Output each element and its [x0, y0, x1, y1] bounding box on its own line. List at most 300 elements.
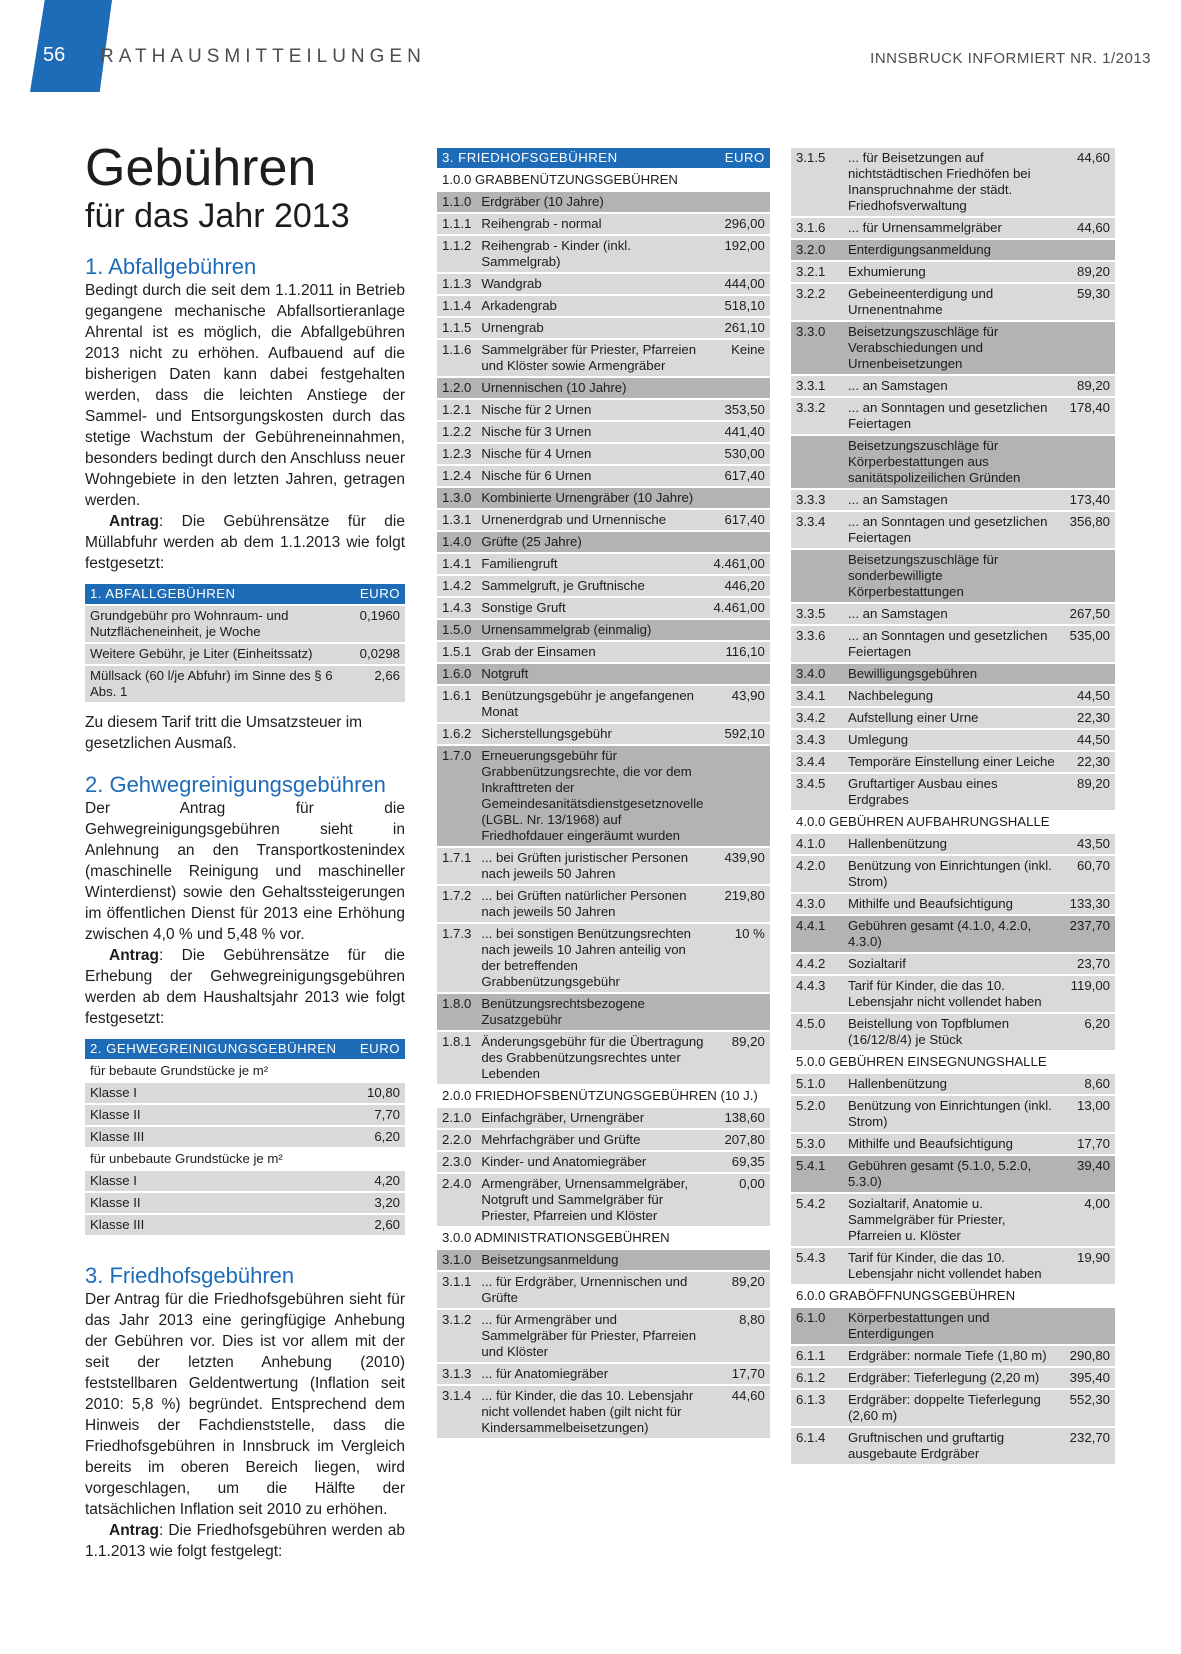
row-code: 3.3.2 — [791, 398, 843, 434]
row-code: 4.1.0 — [791, 834, 843, 854]
antrag-abfall: Antrag: Die Gebührensätze für die Müllabfuhr werden ab dem 1.1.2013 wie folgt festgesetzt: — [85, 513, 405, 572]
row-code: 1.8.0 — [437, 994, 476, 1030]
row-code: 6.1.1 — [791, 1346, 843, 1366]
table-row — [437, 724, 770, 744]
row-code: 5.4.3 — [791, 1248, 843, 1284]
row-code: 4.4.2 — [791, 954, 843, 974]
row-label: Klasse II — [85, 1105, 353, 1125]
table-row — [437, 642, 770, 662]
row-code: 3.1.4 — [437, 1386, 476, 1438]
table-row — [791, 322, 1115, 374]
table-row — [437, 510, 770, 530]
table-row — [791, 1156, 1115, 1192]
table-row — [791, 686, 1115, 706]
row-label: ... an Sonntagen und gesetzlichen Feiertagen — [843, 398, 1065, 434]
row-label: Sozialtarif, Anatomie u. Sammelgräber für Priester, Pfarreien u. Klöster — [843, 1194, 1065, 1246]
row-amount: 356,80 — [1065, 512, 1115, 548]
row-label: Gruftartiger Ausbau eines Erdgrabes — [843, 774, 1065, 810]
table-row — [791, 664, 1115, 684]
row-code: 1.2.1 — [437, 400, 476, 420]
table-row — [437, 444, 770, 464]
table-row — [437, 664, 770, 684]
table-header-row — [85, 584, 405, 604]
text-friedhof: Der Antrag für die Friedhofsgebühren sieht für das Jahr 2013 eine geringfügige Anhebung der Gebühren vor. Dies ist vor allem mit der seit der letzten Anhebung (2010) feststellbaren Geldentwertung (Inflation seit 2010: 5,8 %) begründet. Entsprechend dem Hinweis der Fachdienststelle, dass die Friedhofsgebühren in Innsbruck im Vergleich bereits im oberen Bereich liegen, wird vorgeschlagen, um die Hälfte der tatsächlichen Inflation seit 2010 zu erhöhen. — [85, 1291, 405, 1518]
row-amount: 261,10 — [708, 318, 769, 338]
row-code: 6.1.0 — [791, 1308, 843, 1344]
table-row — [437, 170, 770, 190]
text-gehweg: Der Antrag für die Gehwegreinigungsgebühren sieht in Anlehnung an den Transportkostenindex (maschinelle Reinigung und maschineller Winterdienst) sowie den Gehaltssteigerungen im öffentlichen Dienst für 2013 eine Erhöhung zwischen 4,0 % und 5,48 % vor. — [85, 800, 405, 943]
table-row — [437, 1032, 770, 1084]
row-amount: 19,90 — [1065, 1248, 1115, 1284]
row-code: 1.1.1 — [437, 214, 476, 234]
text-abfall: Bedingt durch die seit dem 1.1.2011 in Betrieb gegangene mechanische Abfallsortieranlage Ahrental ist es möglich, die Abfallgebühren 2013 nicht zu erhöhen. Aufbauend auf die bisherigen Daten kann dabei festgehalten werden, dass die leichten Anstiege der Sammel- und Entsorgungskosten durch das stetige Wachstum der Gebühreneinnahmen, besonders bedingt durch den Anschluss neuer Wohngebiete in den letzten Jahren, getragen werden. — [85, 282, 405, 509]
row-label: Beisetzungszuschläge für Verabschiedungen und Urnenbeisetzungen — [843, 322, 1065, 374]
row-code: 5.4.2 — [791, 1194, 843, 1246]
table-row — [791, 262, 1115, 282]
row-amount: 43,90 — [708, 686, 769, 722]
table-row — [437, 848, 770, 884]
table-row — [437, 1272, 770, 1308]
text-abfall-after: Zu diesem Tarif tritt die Umsatzsteuer im gesetzlichen Ausmaß. — [85, 714, 363, 752]
row-code: 1.7.2 — [437, 886, 476, 922]
table-row — [437, 1310, 770, 1362]
row-label: Nische für 6 Urnen — [476, 466, 708, 486]
table-row — [791, 1096, 1115, 1132]
row-code: 1.1.4 — [437, 296, 476, 316]
row-code: 3.1.2 — [437, 1310, 476, 1362]
table-row — [791, 1346, 1115, 1366]
row-amount: 7,70 — [353, 1105, 405, 1125]
row-amount: 395,40 — [1065, 1368, 1115, 1388]
row-amount: 237,70 — [1065, 916, 1115, 952]
row-amount: 6,20 — [1065, 1014, 1115, 1050]
row-label: Müllsack (60 l/je Abfuhr) im Sinne des § 6 Abs. 1 — [85, 666, 355, 702]
table-row — [85, 1105, 405, 1125]
row-label: ... für Beisetzungen auf nichtstädtischen Friedhöfen bei Inanspruchnahme der städt. Friedhofsverwaltung — [843, 148, 1065, 216]
row-code: 3.3.0 — [791, 322, 843, 374]
row-code: 4.4.3 — [791, 976, 843, 1012]
row-label: ... bei Grüften natürlicher Personen nach jeweils 50 Jahren — [476, 886, 708, 922]
row-code: 1.3.0 — [437, 488, 476, 508]
row-label: Grüfte (25 Jahre) — [476, 532, 708, 552]
table-header-currency: EURO — [353, 1039, 405, 1059]
row-label: ... für Erdgräber, Urnennischen und Grüfte — [476, 1272, 708, 1308]
row-amount: 219,80 — [708, 886, 769, 922]
table-row — [85, 1061, 405, 1081]
table-friedhof-1 — [437, 146, 770, 1440]
row-code: 6.1.4 — [791, 1428, 843, 1464]
row-label: Mithilfe und Beaufsichtigung — [843, 1134, 1065, 1154]
row-code: 1.4.3 — [437, 598, 476, 618]
table-row — [437, 576, 770, 596]
row-amount: 444,00 — [708, 274, 769, 294]
table-row — [791, 1134, 1115, 1154]
row-label: Sicherstellungsgebühr — [476, 724, 708, 744]
row-code: 1.6.1 — [437, 686, 476, 722]
page-number: 56 — [43, 44, 66, 66]
row-label: Nische für 3 Urnen — [476, 422, 708, 442]
table-row — [437, 422, 770, 442]
row-code: 3.1.5 — [791, 148, 843, 216]
table-row — [791, 240, 1115, 260]
row-code: 1.7.0 — [437, 746, 476, 846]
row-code: 1.8.1 — [437, 1032, 476, 1084]
table-row — [791, 834, 1115, 854]
row-amount: 44,50 — [1065, 686, 1115, 706]
table-row — [791, 626, 1115, 662]
row-code: 3.4.2 — [791, 708, 843, 728]
table-row — [437, 994, 770, 1030]
row-amount: 617,40 — [708, 466, 769, 486]
row-label: Beisetzungszuschläge für sonderbewilligte Körperbestattungen — [843, 550, 1065, 602]
row-label: für bebaute Grundstücke je m² — [85, 1061, 353, 1081]
row-code: 1.2.4 — [437, 466, 476, 486]
table-row — [791, 894, 1115, 914]
row-amount: 353,50 — [708, 400, 769, 420]
row-code: 3.1.3 — [437, 1364, 476, 1384]
row-amount: 10 % — [708, 924, 769, 992]
row-amount: 60,70 — [1065, 856, 1115, 892]
row-label: Beisetzungsanmeldung — [476, 1250, 708, 1270]
row-code: 5.1.0 — [791, 1074, 843, 1094]
row-amount: 44,60 — [708, 1386, 769, 1438]
row-label: Klasse I — [85, 1083, 353, 1103]
row-amount: 17,70 — [1065, 1134, 1115, 1154]
table-row — [791, 856, 1115, 892]
table-row — [791, 774, 1115, 810]
row-amount: 530,00 — [708, 444, 769, 464]
row-label: Erdgräber (10 Jahre) — [476, 192, 708, 212]
row-code: 3.2.2 — [791, 284, 843, 320]
row-code: 1.4.1 — [437, 554, 476, 574]
table-row — [437, 620, 770, 640]
row-code: 3.4.5 — [791, 774, 843, 810]
row-amount — [708, 994, 769, 1030]
table-row — [791, 218, 1115, 238]
row-amount: 138,60 — [708, 1108, 769, 1128]
row-label: Änderungsgebühr für die Übertragung des Grabbenützungsrechtes unter Lebenden — [476, 1032, 708, 1084]
row-amount: 17,70 — [708, 1364, 769, 1384]
row-amount: 13,00 — [1065, 1096, 1115, 1132]
row-code: 3.3.6 — [791, 626, 843, 662]
article-column — [85, 140, 405, 1562]
row-amount — [708, 1250, 769, 1270]
row-amount — [1065, 322, 1115, 374]
friedhof-table-column-1 — [437, 146, 765, 1440]
table-row — [437, 1130, 770, 1150]
row-label: Hallenbenützung — [843, 1074, 1065, 1094]
row-code: 1.1.0 — [437, 192, 476, 212]
row-label: Wandgrab — [476, 274, 708, 294]
row-label: Grundgebühr pro Wohnraum- und Nutzflächeneinheit, je Woche — [85, 606, 355, 642]
table-abfall — [85, 582, 405, 704]
row-label: Tarif für Kinder, die das 10. Lebensjahr nicht vollendet haben — [843, 976, 1065, 1012]
table-row — [791, 604, 1115, 624]
row-code — [791, 550, 843, 602]
table-row — [437, 296, 770, 316]
row-label: Notgruft — [476, 664, 708, 684]
row-label: ... an Sonntagen und gesetzlichen Feiertagen — [843, 512, 1065, 548]
row-label: ... für Armengräber und Sammelgräber für Priester, Pfarreien und Klöster — [476, 1310, 708, 1362]
issue-label: INNSBRUCK INFORMIERT NR. 1/2013 — [870, 50, 1151, 67]
row-amount: 2,60 — [353, 1215, 405, 1235]
row-label: Hallenbenützung — [843, 834, 1065, 854]
row-label: Urnensammelgrab (einmalig) — [476, 620, 708, 640]
table-row — [791, 1074, 1115, 1094]
table-row — [791, 954, 1115, 974]
row-amount: 39,40 — [1065, 1156, 1115, 1192]
row-amount — [708, 664, 769, 684]
row-amount: 592,10 — [708, 724, 769, 744]
row-label: ... für Anatomiegräber — [476, 1364, 708, 1384]
table-row — [791, 1368, 1115, 1388]
row-label: Sonstige Gruft — [476, 598, 708, 618]
table-row — [791, 1052, 1115, 1072]
row-group-heading: 1.0.0 GRABBENÜTZUNGSGEBÜHREN — [437, 170, 770, 190]
table-row — [437, 318, 770, 338]
table-row — [437, 466, 770, 486]
row-label: Exhumierung — [843, 262, 1065, 282]
table-row — [437, 488, 770, 508]
table-row — [437, 1228, 770, 1248]
row-amount: 44,60 — [1065, 148, 1115, 216]
table-row — [437, 340, 770, 376]
table-row — [437, 274, 770, 294]
row-amount: 207,80 — [708, 1130, 769, 1150]
row-label: ... an Sonntagen und gesetzlichen Feiertagen — [843, 626, 1065, 662]
table-row — [791, 1194, 1115, 1246]
row-code: 3.3.3 — [791, 490, 843, 510]
row-amount: 22,30 — [1065, 752, 1115, 772]
table-row — [437, 924, 770, 992]
row-amount: 4.461,00 — [708, 598, 769, 618]
row-amount: 8,60 — [1065, 1074, 1115, 1094]
row-amount: 23,70 — [1065, 954, 1115, 974]
table-row — [437, 192, 770, 212]
row-amount: 441,40 — [708, 422, 769, 442]
row-label: Mehrfachgräber und Grüfte — [476, 1130, 708, 1150]
row-amount: 439,90 — [708, 848, 769, 884]
row-code: 5.3.0 — [791, 1134, 843, 1154]
row-code: 4.5.0 — [791, 1014, 843, 1050]
table-row — [791, 1014, 1115, 1050]
row-amount: 69,35 — [708, 1152, 769, 1172]
row-amount: Keine — [708, 340, 769, 376]
table-header-currency: EURO — [355, 584, 405, 604]
row-label: Benützungsgebühr je angefangenen Monat — [476, 686, 708, 722]
table-row — [791, 916, 1115, 952]
row-code: 6.1.3 — [791, 1390, 843, 1426]
table-row — [85, 1215, 405, 1235]
row-amount: 119,00 — [1065, 976, 1115, 1012]
row-code: 1.2.0 — [437, 378, 476, 398]
row-code: 1.3.1 — [437, 510, 476, 530]
row-label: Erdgräber: Tieferlegung (2,20 m) — [843, 1368, 1065, 1388]
table-row — [791, 550, 1115, 602]
row-code: 1.5.1 — [437, 642, 476, 662]
row-label: Beistellung von Topfblumen (16/12/8/4) je Stück — [843, 1014, 1065, 1050]
table-friedhof-2 — [791, 146, 1115, 1466]
row-code: 3.4.1 — [791, 686, 843, 706]
row-label: Erdgräber: normale Tiefe (1,80 m) — [843, 1346, 1065, 1366]
row-amount: 6,20 — [353, 1127, 405, 1147]
row-amount: 518,10 — [708, 296, 769, 316]
table-row — [85, 644, 405, 664]
table-gehweg — [85, 1037, 405, 1237]
page-title: Gebühren — [85, 139, 317, 197]
row-label: ... an Samstagen — [843, 376, 1065, 396]
row-amount: 8,80 — [708, 1310, 769, 1362]
row-label: ... bei sonstigen Benützungsrechten nach jeweils 10 Jahren anteilig von der betreffenden Grabbenützungsgebühr — [476, 924, 708, 992]
row-label: Erneuerungsgebühr für Grabbenützungsrechte, die vor dem Inkrafttreten der Gemeindesanitätsdienstgesetznovelle (LGBL. Nr. 13/1968) auf Friedhofdauer eingeräumt wurden — [476, 746, 708, 846]
table-row — [437, 400, 770, 420]
antrag-gehweg: Antrag: Die Gebührensätze für die Erhebung der Gehwegreinigungsgebühren werden ab dem Haushaltsjahr 2013 wie folgt festgesetzt: — [85, 947, 405, 1027]
table-row — [437, 598, 770, 618]
table-row — [437, 554, 770, 574]
row-label: Mithilfe und Beaufsichtigung — [843, 894, 1065, 914]
row-amount — [1065, 550, 1115, 602]
row-label: Bewilligungsgebühren — [843, 664, 1065, 684]
table-row — [791, 812, 1115, 832]
row-label: Weitere Gebühr, je Liter (Einheitssatz) — [85, 644, 355, 664]
table-row — [791, 148, 1115, 216]
row-amount — [708, 192, 769, 212]
table-row — [437, 1250, 770, 1270]
table-row — [437, 214, 770, 234]
row-code: 3.3.5 — [791, 604, 843, 624]
row-code: 2.2.0 — [437, 1130, 476, 1150]
row-label: Sammelgruft, je Gruftnische — [476, 576, 708, 596]
row-code: 2.4.0 — [437, 1174, 476, 1226]
table-row — [791, 1428, 1115, 1464]
table-row — [791, 1390, 1115, 1426]
row-group-heading: 4.0.0 GEBÜHREN AUFBAHRUNGSHALLE — [791, 812, 1115, 832]
row-label: Urnennischen (10 Jahre) — [476, 378, 708, 398]
row-amount — [353, 1149, 405, 1169]
row-label: Nachbelegung — [843, 686, 1065, 706]
row-amount: 3,20 — [353, 1193, 405, 1213]
table-row — [437, 1364, 770, 1384]
row-amount: 89,20 — [1065, 262, 1115, 282]
row-code: 4.3.0 — [791, 894, 843, 914]
row-amount: 44,50 — [1065, 730, 1115, 750]
table-row — [85, 1083, 405, 1103]
row-code — [791, 436, 843, 488]
row-amount — [708, 488, 769, 508]
row-label: ... an Samstagen — [843, 490, 1065, 510]
row-code: 1.4.2 — [437, 576, 476, 596]
table-row — [437, 686, 770, 722]
row-code: 4.2.0 — [791, 856, 843, 892]
table-row — [791, 490, 1115, 510]
row-label: Reihengrab - normal — [476, 214, 708, 234]
row-code: 2.1.0 — [437, 1108, 476, 1128]
row-amount: 22,30 — [1065, 708, 1115, 728]
row-amount — [708, 746, 769, 846]
row-label: ... für Kinder, die das 10. Lebensjahr nicht vollendet haben (gilt nicht für Kindersammelbeisetzungen) — [476, 1386, 708, 1438]
table-row — [791, 284, 1115, 320]
row-label: Grab der Einsamen — [476, 642, 708, 662]
row-label: Klasse III — [85, 1127, 353, 1147]
row-code: 3.3.4 — [791, 512, 843, 548]
row-label: Gebühren gesamt (4.1.0, 4.2.0, 4.3.0) — [843, 916, 1065, 952]
row-amount: 192,00 — [708, 236, 769, 272]
table-row — [437, 1386, 770, 1438]
row-amount: 133,30 — [1065, 894, 1115, 914]
row-label: Armengräber, Urnensammelgräber, Notgruft und Sammelgräber für Priester, Pfarreien und Klöster — [476, 1174, 708, 1226]
row-label: Urnenerdgrab und Urnennische — [476, 510, 708, 530]
row-amount: 44,60 — [1065, 218, 1115, 238]
page-subtitle: für das Jahr 2013 — [85, 197, 350, 235]
table-header-title: 2. GEHWEGREINIGUNGSGEBÜHREN — [85, 1039, 353, 1059]
row-amount — [708, 532, 769, 552]
row-label: Klasse II — [85, 1193, 353, 1213]
table-row — [85, 666, 405, 702]
row-label: Erdgräber: doppelte Tieferlegung (2,60 m) — [843, 1390, 1065, 1426]
table-row — [437, 1086, 770, 1106]
row-code: 4.4.1 — [791, 916, 843, 952]
table-row — [791, 398, 1115, 434]
row-amount: 552,30 — [1065, 1390, 1115, 1426]
row-label: Aufstellung einer Urne — [843, 708, 1065, 728]
table-row — [791, 708, 1115, 728]
section-title: RATHAUSMITTEILUNGEN — [100, 46, 426, 67]
row-label: Urnengrab — [476, 318, 708, 338]
table-header-currency: EURO — [708, 148, 769, 168]
table-row — [437, 1174, 770, 1226]
row-label: ... an Samstagen — [843, 604, 1065, 624]
table-header-title: 3. FRIEDHOFSGEBÜHREN — [437, 148, 708, 168]
row-label: Sammelgräber für Priester, Pfarreien und Klöster sowie Armengräber — [476, 340, 708, 376]
row-label: Körperbestattungen und Enterdigungen — [843, 1308, 1065, 1344]
row-amount — [1065, 664, 1115, 684]
row-amount — [353, 1061, 405, 1081]
row-amount: 4,20 — [353, 1171, 405, 1191]
friedhof-table-column-2 — [791, 146, 1115, 1466]
table-row — [437, 1108, 770, 1128]
row-label: Benützung von Einrichtungen (inkl. Strom) — [843, 856, 1065, 892]
row-label: Sozialtarif — [843, 954, 1065, 974]
row-code: 1.6.2 — [437, 724, 476, 744]
row-amount: 89,20 — [1065, 774, 1115, 810]
row-label: Benützung von Einrichtungen (inkl. Strom) — [843, 1096, 1065, 1132]
row-code: 3.4.4 — [791, 752, 843, 772]
row-amount — [1065, 1308, 1115, 1344]
table-row — [85, 1149, 405, 1169]
table-row — [437, 886, 770, 922]
row-label: Tarif für Kinder, die das 10. Lebensjahr nicht vollendet haben — [843, 1248, 1065, 1284]
table-row — [437, 532, 770, 552]
row-amount: 89,20 — [708, 1272, 769, 1308]
table-row — [791, 376, 1115, 396]
row-amount: 10,80 — [353, 1083, 405, 1103]
row-code: 3.4.3 — [791, 730, 843, 750]
row-code: 3.2.1 — [791, 262, 843, 282]
table-header-row — [85, 1039, 405, 1059]
row-label: Arkadengrab — [476, 296, 708, 316]
row-amount: 232,70 — [1065, 1428, 1115, 1464]
row-label: Reihengrab - Kinder (inkl. Sammelgrab) — [476, 236, 708, 272]
row-amount — [708, 620, 769, 640]
row-code: 3.1.1 — [437, 1272, 476, 1308]
row-amount: 4,00 — [1065, 1194, 1115, 1246]
row-amount: 267,50 — [1065, 604, 1115, 624]
row-code: 1.7.1 — [437, 848, 476, 884]
row-label: Temporäre Einstellung einer Leiche — [843, 752, 1065, 772]
row-label: Umlegung — [843, 730, 1065, 750]
table-row — [85, 1171, 405, 1191]
row-group-heading: 5.0.0 GEBÜHREN EINSEGNUNGSHALLE — [791, 1052, 1115, 1072]
